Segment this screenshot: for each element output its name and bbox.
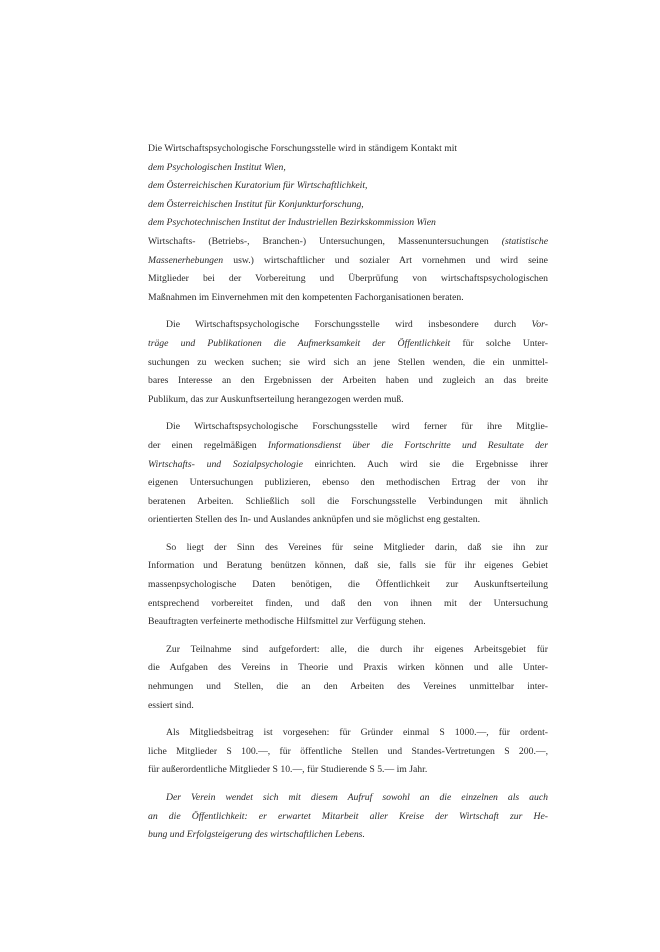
italic-run: dem Psychotechnischen Institut der Industriellen Bezirkskommission Wien [148, 217, 436, 229]
italic-run: (statistische [501, 235, 548, 247]
text-run: Zur Teilnahme sind aufgefordert: alle, die durch ihr eigenes Arbeitsgebiet für [166, 643, 548, 655]
text-run: Information und Beratung benützen können, daß sie, falls sie für ihr eigenes Gebiet [148, 560, 548, 572]
italic-run: Informationsdienst über die Fortschritte und Resultate der [267, 439, 548, 451]
text-run: orientierten Stellen des In- und Auslandes anknüpfen und sie möglichst eng gestalten. [148, 514, 480, 526]
text-run: entsprechend vorbereitet finden, und daß den von ihnen mit der Untersuchung [148, 597, 548, 609]
italic-run: Der Verein wendet sich mit diesem Aufruf sowohl an die einzelnen als auch [166, 792, 548, 803]
text-run: massenpsychologische Daten benötigen, die Öffentlichkeit zur Auskunftserteilung [148, 579, 548, 591]
text-run: einrichten. Auch wird sie die Ergebnisse ihrer [302, 458, 548, 470]
paragraph-gap [148, 715, 548, 724]
paragraph-gap [148, 632, 548, 641]
text-run: essiert sind. [148, 699, 194, 711]
text-run: die Aufgaben des Vereins in Theorie und Praxis wirken können und alle Unter- [148, 662, 548, 674]
text-line [148, 576, 548, 595]
text-line [148, 354, 548, 373]
text-line [148, 196, 548, 215]
text-line [148, 511, 548, 530]
text-line [148, 826, 548, 845]
paragraph-p3 [148, 418, 548, 530]
italic-run: dem Österreichischen Kuratorium für Wirtschaftlichkeit, [148, 180, 368, 192]
text-run: usw.) wirtschaftlicher und sozialer Art vornehmen und wird seine [223, 254, 548, 266]
text-line [148, 641, 548, 660]
text-run: So liegt der Sinn des Vereines für seine Mitglieder darin, daß sie ihn zur [166, 541, 548, 553]
text-line [148, 140, 548, 159]
paragraph-gap [148, 307, 548, 316]
italic-run: dem Psychologischen Institut Wien, [148, 161, 286, 173]
paragraph-p4 [148, 539, 548, 632]
text-line [148, 789, 548, 808]
text-run: Maßnahmen im Einvernehmen mit den kompetenten Fachorganisationen beraten. [148, 291, 464, 303]
paragraph-gap [148, 780, 548, 789]
text-line [148, 391, 548, 410]
paragraph-p2 [148, 316, 548, 409]
text-line [148, 557, 548, 576]
text-line [148, 474, 548, 493]
text-line [148, 214, 548, 233]
text-line [148, 743, 548, 762]
text-run: Die Wirtschaftspsychologische Forschungsstelle wird in ständigem Kontakt mit [148, 143, 458, 154]
text-line [148, 539, 548, 558]
text-line [148, 678, 548, 697]
italic-run: dem Österreichischen Institut für Konjunkturforschung, [148, 198, 364, 210]
text-line [148, 270, 548, 289]
text-run: für solche Unter- [450, 337, 548, 349]
italic-run: Vor- [531, 319, 548, 331]
text-run: Als Mitgliedsbeitrag ist vorgesehen: für Gründer einmal S 1000.—, für ordent- [166, 727, 548, 739]
text-run: Mitglieder bei der Vorbereitung und Überprüfung von wirtschaftspsychologischen [148, 273, 548, 285]
paragraph-p1 [148, 140, 548, 307]
paragraph-p7 [148, 789, 548, 845]
italic-run: Massenerhebungen [148, 254, 224, 266]
text-line [148, 289, 548, 308]
text-line [148, 159, 548, 178]
text-run: Wirtschafts- (Betriebs-, Branchen-) Untersuchungen, Massenuntersuchungen [148, 235, 502, 247]
paragraph-p5 [148, 641, 548, 715]
document-body [148, 140, 548, 845]
paragraph-gap [148, 409, 548, 418]
text-run: liche Mitglieder S 100.—, für öffentliche Stellen und Standes-Vertretungen S 200.—, [148, 745, 548, 757]
text-run: der einen regelmäßigen [148, 439, 268, 451]
text-line [148, 372, 548, 391]
text-run: Publikum, das zur Auskunftserteilung herangezogen werden muß. [148, 393, 404, 405]
italic-run: an die Öffentlichkeit: er erwartet Mitarbeit aller Kreise der Wirtschaft zur He- [148, 810, 548, 822]
text-line [148, 177, 548, 196]
text-line [148, 724, 548, 743]
text-line [148, 808, 548, 827]
italic-run: bung und Erfolgsteigerung des wirtschaftlichen Lebens. [148, 829, 365, 841]
text-line [148, 595, 548, 614]
text-line [148, 697, 548, 716]
text-line [148, 613, 548, 632]
text-line [148, 761, 548, 780]
text-line [148, 437, 548, 456]
text-run: eigenen Untersuchungen publizieren, ebenso den methodischen Ertrag der von ihr [148, 477, 548, 489]
text-run: suchungen zu wecken suchen; sie wird sich an jene Stellen wenden, die ein unmittel- [148, 356, 548, 368]
text-run: Die Wirtschaftspsychologische Forschungsstelle wird ferner für ihre Mitglie- [166, 421, 548, 433]
text-line [148, 659, 548, 678]
text-line [148, 493, 548, 512]
text-line [148, 456, 548, 475]
text-run: Beauftragten verfeinerte methodische Hilfsmittel zur Verfügung stehen. [148, 616, 426, 628]
text-line [148, 418, 548, 437]
text-line [148, 316, 548, 335]
paragraph-gap [148, 530, 548, 539]
text-run: Die Wirtschaftspsychologische Forschungsstelle wird insbesondere durch [166, 319, 532, 331]
italic-run: träge und Publikationen die Aufmerksamkeit der Öffentlichkeit [148, 337, 451, 349]
paragraph-p6 [148, 724, 548, 780]
text-run: nehmungen und Stellen, die an den Arbeiten des Vereines unmittelbar inter- [148, 681, 548, 693]
text-line [148, 335, 548, 354]
text-run: für außerordentliche Mitglieder S 10.—, für Studierende S 5.— im Jahr. [148, 764, 428, 776]
italic-run: Wirtschafts- und Sozialpsychologie [148, 458, 303, 470]
text-run: beratenen Arbeiten. Schließlich soll die Forschungsstelle Verbindungen mit ähnlich [148, 495, 548, 507]
text-run: bares Interesse an den Ergebnissen der Arbeiten haben und zugleich an das breite [148, 375, 548, 387]
text-line [148, 252, 548, 271]
text-line [148, 233, 548, 252]
